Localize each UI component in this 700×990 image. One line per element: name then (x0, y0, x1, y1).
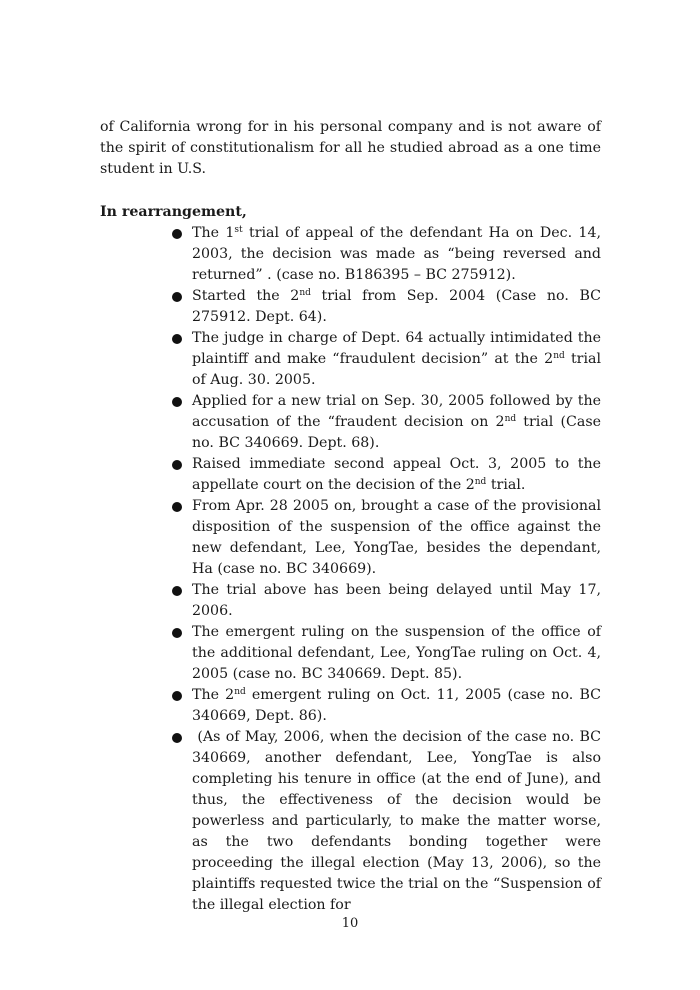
bullet-item (192, 580, 601, 622)
bullet-text: (As of May, 2006, when the decision of the case no. BC 340669, another defendant, Lee, YongTae is also completing his tenure in office (at the end of June), and thus, the effectiveness of the decision would be powerless and particularly, to make the matter worse, as the two defendants bonding together were proceeding the illegal election (May 13, 2006), so the plaintiffs requested twice the trial on the “Suspension of the illegal election for (192, 729, 606, 913)
bullet-text: The 2 (192, 687, 235, 703)
bullet-item (192, 727, 606, 916)
bullet-text: Raised immediate second appeal Oct. 3, 2005 to the appellate court on the decision of the 2 (192, 456, 601, 493)
bullet-icon (172, 586, 182, 596)
bullet-item (192, 685, 601, 727)
bullet-text: From Apr. 28 2005 on, brought a case of the provisional disposition of the suspension of the office against the new defendant, Lee, YongTae, besides the dependant, Ha (case no. BC 340669). (192, 498, 601, 577)
bullet-text: Started the 2 (192, 288, 300, 304)
bullet-text-continued: trial of Aug. 30. 2005. (192, 351, 602, 388)
bullet-icon (172, 292, 182, 302)
bullet-icon (172, 334, 182, 344)
bullet-icon (172, 733, 182, 743)
bullet-text-continued: emergent ruling on Oct. 11, 2005 (case no. BC 340669, Dept. 86). (192, 687, 601, 724)
ordinal-superscript: nd (299, 288, 311, 298)
bullet-item (192, 223, 601, 286)
bullet-icon (172, 460, 182, 470)
bullet-text-continued: trial from Sep. 2004 (Case no. BC 275912. Dept. 64). (192, 288, 602, 325)
bullet-text: The trial above has been being delayed until May 17, 2006. (192, 582, 601, 619)
bullet-icon (172, 229, 182, 239)
bullet-item (192, 622, 601, 685)
bullet-item (192, 454, 601, 496)
bullet-text-continued: trial (Case no. BC 340669. Dept. 68). (192, 414, 602, 451)
bullet-text-continued: trial of appeal of the defendant Ha on Dec. 14, 2003, the decision was made as “being reversed and returned” . (case no. B186395 – BC 275912). (192, 225, 601, 283)
ordinal-superscript: nd (504, 414, 517, 424)
bullet-icon (172, 502, 182, 512)
bullet-text: The judge in charge of Dept. 64 actually intimidated the plaintiff and make “fraudulent decision” at the 2 (192, 330, 601, 367)
bullet-list (192, 223, 606, 916)
bullet-icon (172, 691, 182, 701)
bullet-text-continued: trial. (486, 477, 526, 493)
section-heading: In rearrangement, (100, 204, 247, 220)
ordinal-superscript: st (234, 225, 243, 235)
bullet-item (192, 496, 601, 580)
bullet-item (192, 286, 601, 328)
ordinal-superscript: nd (474, 477, 487, 487)
bullet-item (192, 328, 601, 391)
bullet-icon (172, 397, 182, 407)
bullet-icon (172, 628, 182, 638)
intro-paragraph: of California wrong for in his personal company and is not aware of the spirit of constitutionalism for all he studied abroad as a one time student in U.S. (100, 119, 601, 177)
ordinal-superscript: nd (553, 351, 565, 361)
bullet-text: The 1 (192, 225, 235, 241)
bullet-text: Applied for a new trial on Sep. 30, 2005 followed by the accusation of the “fraudent decision on 2 (192, 393, 601, 430)
ordinal-superscript: nd (234, 687, 246, 697)
page-number: 10 (341, 916, 359, 931)
bullet-text: The emergent ruling on the suspension of the office of the additional defendant, Lee, YongTae ruling on Oct. 4, 2005 (case no. BC 340669. Dept. 85). (192, 624, 601, 682)
bullet-item (192, 391, 601, 454)
